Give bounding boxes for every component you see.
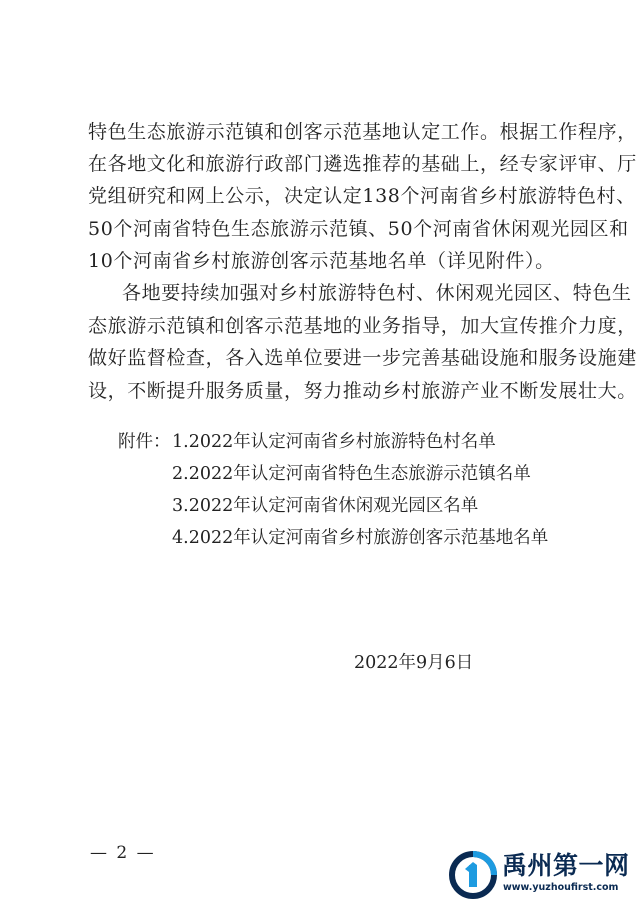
watermark-url: www.yuzhoufirst.com <box>503 882 619 893</box>
site-logo-icon <box>448 850 498 900</box>
attachment-item: 4.2022年认定河南省乡村旅游创客示范基地名单 <box>172 528 549 548</box>
site-watermark <box>440 850 636 900</box>
paragraph-line: 50个河南省特色生态旅游示范镇、50个河南省休闲观光园区和 <box>88 218 629 240</box>
attachments-label: 附件： <box>118 432 171 452</box>
watermark-title: 禹州第一网 <box>502 851 630 880</box>
attachment-item: 1.2022年认定河南省乡村旅游特色村名单 <box>172 432 496 452</box>
page-number: — 2 — <box>90 843 156 863</box>
attachment-item: 2.2022年认定河南省特色生态旅游示范镇名单 <box>172 464 531 484</box>
paragraph-line: 特色生态旅游示范镇和创客示范基地认定工作。根据工作程序， <box>88 121 637 143</box>
paragraph-line: 在各地文化和旅游行政部门遴选推荐的基础上，经专家评审、厅 <box>88 153 637 175</box>
document-date: 2022年9月6日 <box>354 653 474 673</box>
paragraph-line: 做好监督检查，各入选单位要进一步完善基础设施和服务设施建 <box>88 347 637 369</box>
paragraph-line: 态旅游示范镇和创客示范基地的业务指导，加大宣传推介力度， <box>88 315 637 337</box>
paragraph-line: 设，不断提升服务质量，努力推动乡村旅游产业不断发展壮大。 <box>88 380 637 402</box>
attachment-item: 3.2022年认定河南省休闲观光园区名单 <box>172 496 479 516</box>
paragraph-line: 党组研究和网上公示，决定认定138个河南省乡村旅游特色村、 <box>88 185 636 207</box>
paragraph-line: 各地要持续加强对乡村旅游特色村、休闲观光园区、特色生 <box>122 282 632 304</box>
paragraph-line: 10个河南省乡村旅游创客示范基地名单（详见附件）。 <box>88 250 555 272</box>
